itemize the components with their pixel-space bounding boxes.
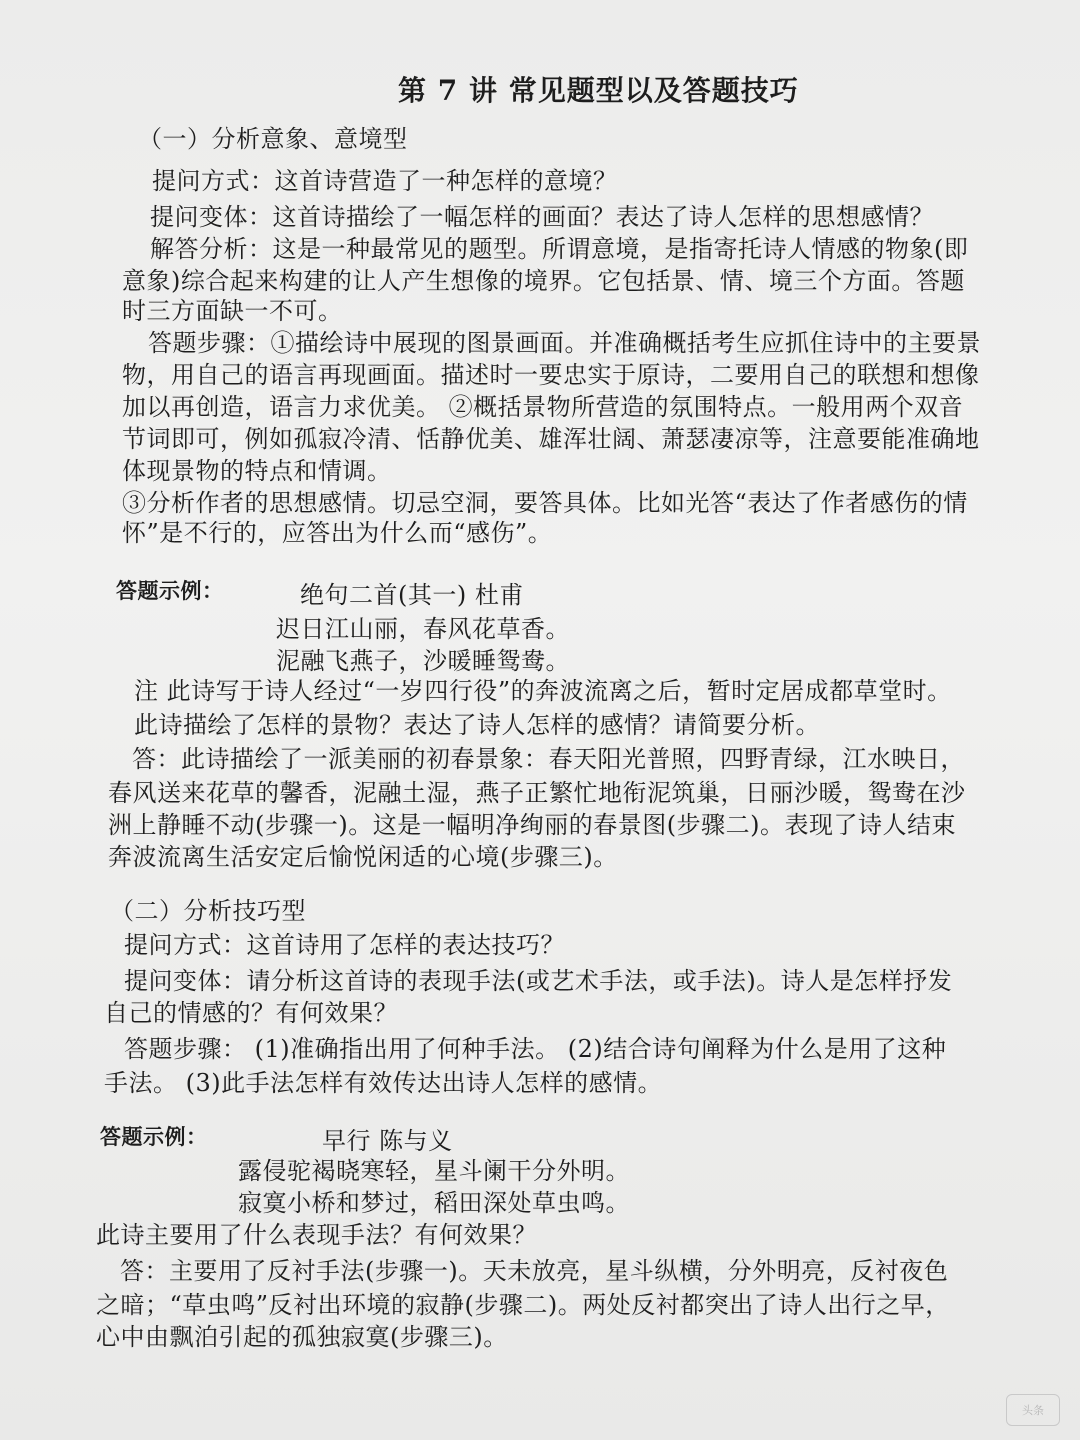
section1-poem-line: 迟日江山丽，春风花草香。 — [276, 615, 570, 643]
section2-step-line: 答题步骤： (1)准确指出用了何种手法。 (2)结合诗句阐释为什么是用了这种 — [124, 1035, 947, 1063]
section1-step-line: ③分析作者的思想感情。切忌空洞，要答具体。比如光答“表达了作者感伤的情 — [122, 489, 968, 517]
section2-question-variant-line: 提问变体：请分析这首诗的表现手法(或艺术手法，或手法)。诗人是怎样抒发 — [124, 967, 953, 995]
section1-poem-title: 绝句二首(其一) 杜甫 — [300, 581, 524, 609]
section1-analysis-line: 意象)综合起来构建的让人产生想像的境界。它包括景、情、境三个方面。答题 — [122, 267, 965, 295]
section2-answer-line: 之暗；“草虫鸣”反衬出环境的寂静(步骤二)。两处反衬都突出了诗人出行之早， — [96, 1291, 950, 1319]
section1-answer-line: 奔波流离生活安定后愉悦闲适的心境(步骤三)。 — [108, 843, 618, 871]
section2-poem-title: 早行 陈与义 — [322, 1127, 453, 1155]
watermark-logo: 头条 — [1006, 1394, 1060, 1426]
section1-question: 此诗描绘了怎样的景物？表达了诗人怎样的感情？请简要分析。 — [134, 711, 820, 739]
section1-question-variant: 提问变体：这首诗描绘了一幅怎样的画面？表达了诗人怎样的思想感情？ — [150, 203, 934, 231]
section1-example-label: 答题示例： — [116, 579, 224, 603]
section1-step-line: 答题步骤：①描绘诗中展现的图景画面。并准确概括考生应抓住诗中的主要景 — [148, 329, 981, 357]
section2-poem-line: 寂寞小桥和梦过，稻田深处草虫鸣。 — [238, 1189, 630, 1217]
page-title: 第 7 讲 常见题型以及答题技巧 — [398, 74, 799, 107]
section1-heading: （一）分析意象、意境型 — [138, 125, 408, 153]
section1-step-line: 节词即可，例如孤寂冷清、恬静优美、雄浑壮阔、萧瑟凄凉等，注意要能准确地 — [122, 425, 980, 453]
section1-question-form: 提问方式：这首诗营造了一种怎样的意境？ — [152, 167, 618, 195]
section1-step-line: 物，用自己的语言再现画面。描述时一要忠实于原诗，二要用自己的联想和想像 — [122, 361, 980, 389]
section1-answer-line: 洲上静睡不动(步骤一)。这是一幅明净绚丽的春景图(步骤二)。表现了诗人结束 — [108, 811, 956, 839]
section1-step-line: 体现景物的特点和情调。 — [122, 457, 392, 485]
section1-note: 注 此诗写于诗人经过“一岁四行役”的奔波流离之后，暂时定居成都草堂时。 — [134, 677, 952, 705]
section1-answer-line: 春风送来花草的馨香，泥融土湿，燕子正繁忙地衔泥筑巢，日丽沙暖，鸳鸯在沙 — [108, 779, 966, 807]
section2-answer-line: 答：主要用了反衬手法(步骤一)。天未放亮，星斗纵横，分外明亮，反衬夜色 — [120, 1257, 949, 1285]
section2-question: 此诗主要用了什么表现手法？有何效果？ — [96, 1221, 537, 1249]
section1-step-line: 加以再创造，语言力求优美。 ②概括景物所营造的氛围特点。一般用两个双音 — [122, 393, 964, 421]
section2-answer-line: 心中由飘泊引起的孤独寂寞(步骤三)。 — [96, 1323, 508, 1351]
section2-example-label: 答题示例： — [100, 1125, 208, 1149]
section1-poem-line: 泥融飞燕子，沙暖睡鸳鸯。 — [276, 647, 570, 675]
section2-heading: （二）分析技巧型 — [110, 897, 306, 925]
section1-answer-line: 答：此诗描绘了一派美丽的初春景象：春天阳光普照，四野青绿，江水映日， — [132, 745, 965, 773]
section1-analysis-line: 时三方面缺一不可。 — [122, 297, 343, 325]
section1-analysis-line: 解答分析：这是一种最常见的题型。所谓意境，是指寄托诗人情感的物象(即 — [150, 235, 969, 263]
section1-step-line: 怀”是不行的，应答出为什么而“感伤”。 — [122, 519, 553, 547]
section2-step-line: 手法。 (3)此手法怎样有效传达出诗人怎样的感情。 — [104, 1069, 663, 1097]
section2-question-form: 提问方式：这首诗用了怎样的表达技巧？ — [124, 931, 565, 959]
section2-question-variant-line: 自己的情感的？有何效果？ — [104, 999, 398, 1027]
section2-poem-line: 露侵驼褐晓寒轻，星斗阑干分外明。 — [238, 1157, 630, 1185]
